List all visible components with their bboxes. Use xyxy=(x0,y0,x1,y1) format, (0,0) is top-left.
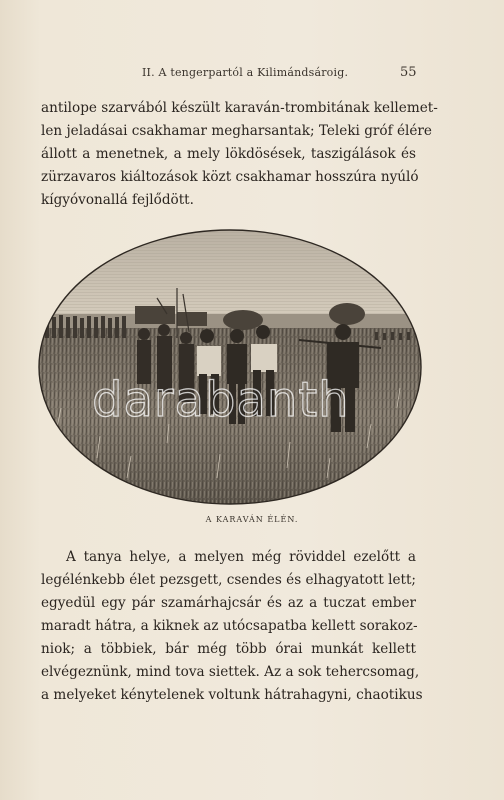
text-line: legélénkebb élet pezsgett, csendes és elhagyatott lett; xyxy=(41,572,417,588)
text-line: kígyóvonallá fejlődött. xyxy=(41,192,194,208)
text-line: a melyeket kénytelenek voltunk hátrahagyni, chaotikus xyxy=(41,687,423,703)
text-line: niok; a többiek, bár még több órai munkát kellett xyxy=(41,641,416,657)
text-line: zürzavaros kiáltozások közt csakhamar hosszúra nyúló xyxy=(41,169,419,185)
page-header xyxy=(0,66,504,86)
text-line: egyedül egy pár szamárhajcsár és az a tuczat ember xyxy=(41,595,416,611)
paragraph-2 xyxy=(41,546,423,707)
figure-caption: A KARAVÁN ÉLÉN. xyxy=(205,515,299,524)
text-line: állott a menetnek, a mely lökdösések, taszigálások és xyxy=(41,146,416,162)
paragraph-1 xyxy=(41,97,438,212)
text-line: A tanya helye, a melyen még röviddel ezelőtt a xyxy=(66,549,416,565)
text-line: antilope szarvából készült karaván-trombitának kellemet- xyxy=(41,100,438,116)
running-head: II. A tengerpartól a Kilimándsároig. xyxy=(142,66,349,79)
caravan-engraving-illustration xyxy=(37,228,423,506)
text-line: len jeladásai csakhamar megharsantak; Teleki gróf élére xyxy=(41,123,432,139)
text-line: elvégeznünk, mind tova siettek. Az a sok tehercsomag, xyxy=(41,664,420,680)
text-line: maradt hátra, a kiknek az utócsapatba kellett sorakoz- xyxy=(41,618,418,634)
page-number: 55 xyxy=(400,65,417,80)
